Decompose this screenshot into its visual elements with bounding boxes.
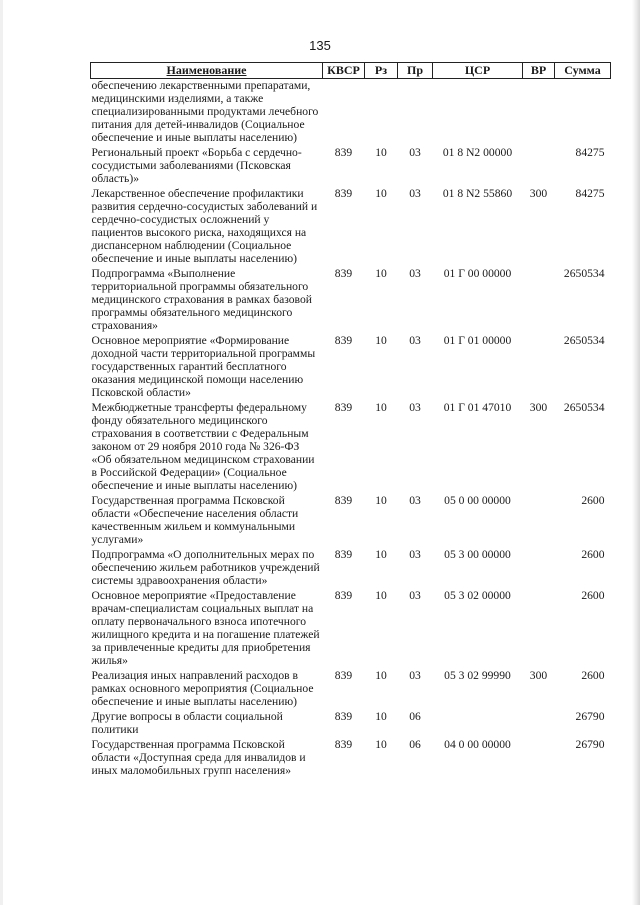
cell-pr: 03 [409, 334, 421, 347]
cell-kvsr: 839 [334, 334, 353, 347]
cell-csr: 01 8 N2 00000 [442, 146, 513, 159]
budget-table-container [90, 62, 610, 779]
header-csr: ЦСР [433, 63, 523, 79]
cell-pr: 03 [409, 401, 421, 414]
cell-csr [433, 79, 523, 147]
cell-rz: 10 [375, 334, 387, 347]
cell-kvsr: 839 [334, 401, 353, 414]
cell-vr [523, 146, 555, 187]
table-row [91, 401, 611, 494]
cell-pr: 03 [409, 146, 421, 159]
cell-rz: 10 [375, 494, 387, 507]
cell-vr [523, 738, 555, 779]
table-row [91, 79, 611, 147]
header-vr: ВР [523, 63, 555, 79]
cell-vr [523, 548, 555, 589]
cell-kvsr: 839 [334, 146, 353, 159]
cell-pr: 03 [409, 267, 421, 280]
cell-sum: 84275 [575, 146, 605, 159]
cell-rz: 10 [375, 187, 387, 200]
scan-edge-right [632, 0, 640, 905]
cell-pr: 03 [409, 669, 421, 682]
table-row [91, 548, 611, 589]
cell-name: Реализация иных направлений расходов в рамках основного мероприятия (Социальное обеспечение и иные выплаты населению) [91, 669, 314, 708]
table-row [91, 738, 611, 779]
table-row [91, 494, 611, 548]
cell-sum: 26790 [575, 738, 605, 751]
cell-name: Государственная программа Псковской области «Обеспечение населения области качественным жильем и коммунальными услугами» [91, 494, 299, 546]
budget-table [90, 62, 611, 779]
cell-rz [365, 79, 398, 147]
table-row [91, 710, 611, 738]
cell-name: Другие вопросы в области социальной политики [91, 710, 283, 736]
cell-vr: 300 [529, 669, 548, 682]
cell-vr [523, 79, 555, 147]
cell-pr: 03 [409, 494, 421, 507]
cell-pr: 06 [409, 710, 421, 723]
cell-name: Межбюджетные трансферты федеральному фонду обязательного медицинского страхования в соответствии с Федеральным законом от 29 ноября 2010 года № 326-ФЗ «Об обязательном медицинском страховании в Российской Федерации» (Социальное обеспечение и иные выплаты населению) [91, 401, 315, 492]
cell-name: обеспечению лекарственными препаратами, медицинскими изделиями, а также специализированными продуктами лечебного питания для детей-инвалидов (Социальное обеспечение и иные выплаты населению) [91, 79, 319, 144]
cell-rz: 10 [375, 738, 387, 751]
cell-sum: 2650534 [563, 334, 605, 347]
cell-vr [523, 334, 555, 401]
cell-name: Лекарственное обеспечение профилактики развития сердечно-сосудистых заболеваний и сердечно-сосудистых осложнений у пациентов высокого риска, находящихся на диспансерном наблюдении (Социальное обеспечение и иные выплаты населению) [91, 187, 318, 265]
cell-kvsr: 839 [334, 738, 353, 751]
cell-sum: 2650534 [563, 267, 605, 280]
header-rz: Рз [365, 63, 398, 79]
table-row [91, 146, 611, 187]
cell-kvsr [323, 79, 365, 147]
cell-kvsr: 839 [334, 669, 353, 682]
cell-vr [523, 710, 555, 738]
cell-rz: 10 [375, 267, 387, 280]
cell-sum: 2600 [581, 589, 605, 602]
cell-rz: 10 [375, 146, 387, 159]
cell-name: Государственная программа Псковской области «Доступная среда для инвалидов и иных маломобильных групп населения» [91, 738, 306, 777]
cell-pr [398, 79, 433, 147]
cell-kvsr: 839 [334, 548, 353, 561]
table-header [91, 63, 611, 79]
cell-sum: 2650534 [563, 401, 605, 414]
cell-name: Региональный проект «Борьба с сердечно-сосудистыми заболеваниями (Псковская область)» [91, 146, 302, 185]
cell-csr: 05 3 02 99990 [444, 669, 511, 682]
cell-rz: 10 [375, 710, 387, 723]
table-body [91, 79, 611, 780]
cell-sum: 2600 [581, 548, 605, 561]
page-number: 135 [309, 38, 331, 53]
cell-vr [523, 267, 555, 334]
table-row [91, 334, 611, 401]
cell-csr: 01 Г 01 47010 [443, 401, 512, 414]
cell-pr: 03 [409, 548, 421, 561]
cell-sum: 2600 [581, 669, 605, 682]
table-row [91, 669, 611, 710]
header-pr: Пр [398, 63, 433, 79]
cell-sum: 2600 [581, 494, 605, 507]
cell-csr: 05 3 00 00000 [444, 548, 511, 561]
cell-csr: 05 3 02 00000 [444, 589, 511, 602]
cell-csr: 05 0 00 00000 [444, 494, 511, 507]
cell-kvsr: 839 [334, 589, 353, 602]
cell-csr: 04 0 00 00000 [444, 738, 511, 751]
cell-sum: 84275 [575, 187, 605, 200]
table-row [91, 187, 611, 267]
header-kvsr: КВСР [323, 63, 365, 79]
header-sum: Сумма [555, 63, 611, 79]
cell-rz: 10 [375, 669, 387, 682]
cell-rz: 10 [375, 589, 387, 602]
cell-name: Подпрограмма «Выполнение территориальной программы обязательного медицинского страхования в рамках базовой программы обязательного медицинского страхования» [91, 267, 312, 332]
cell-sum: 26790 [575, 710, 605, 723]
cell-vr: 300 [529, 187, 548, 200]
cell-name: Основное мероприятие «Предоставление врачам-специалистам социальных выплат на оплату первоначального взноса ипотечного жилищного кредита и на погашение платежей за привлеченные кредиты для приобретения жилья» [91, 589, 320, 667]
cell-name: Основное мероприятие «Формирование доходной части территориальной программы государственных гарантий бесплатного оказания медицинской помощи населению Псковской области» [91, 334, 316, 399]
cell-pr: 03 [409, 589, 421, 602]
cell-csr: 01 Г 01 00000 [443, 334, 512, 347]
cell-rz: 10 [375, 401, 387, 414]
cell-kvsr: 839 [334, 267, 353, 280]
table-row [91, 589, 611, 669]
cell-pr: 06 [409, 738, 421, 751]
cell-vr [523, 494, 555, 548]
cell-rz: 10 [375, 548, 387, 561]
cell-kvsr: 839 [334, 494, 353, 507]
cell-csr: 01 Г 00 00000 [443, 267, 512, 280]
scan-edge-left [0, 0, 3, 905]
cell-csr: 01 8 N2 55860 [442, 187, 513, 200]
cell-vr [523, 589, 555, 669]
header-name: Наименование [91, 63, 323, 79]
cell-pr: 03 [409, 187, 421, 200]
cell-sum [555, 79, 611, 147]
cell-kvsr: 839 [334, 187, 353, 200]
cell-csr [433, 710, 523, 738]
cell-kvsr: 839 [334, 710, 353, 723]
cell-name: Подпрограмма «О дополнительных мерах по обеспечению жильем работников учреждений системы здравоохранения области» [91, 548, 320, 587]
cell-vr: 300 [529, 401, 548, 414]
table-row [91, 267, 611, 334]
